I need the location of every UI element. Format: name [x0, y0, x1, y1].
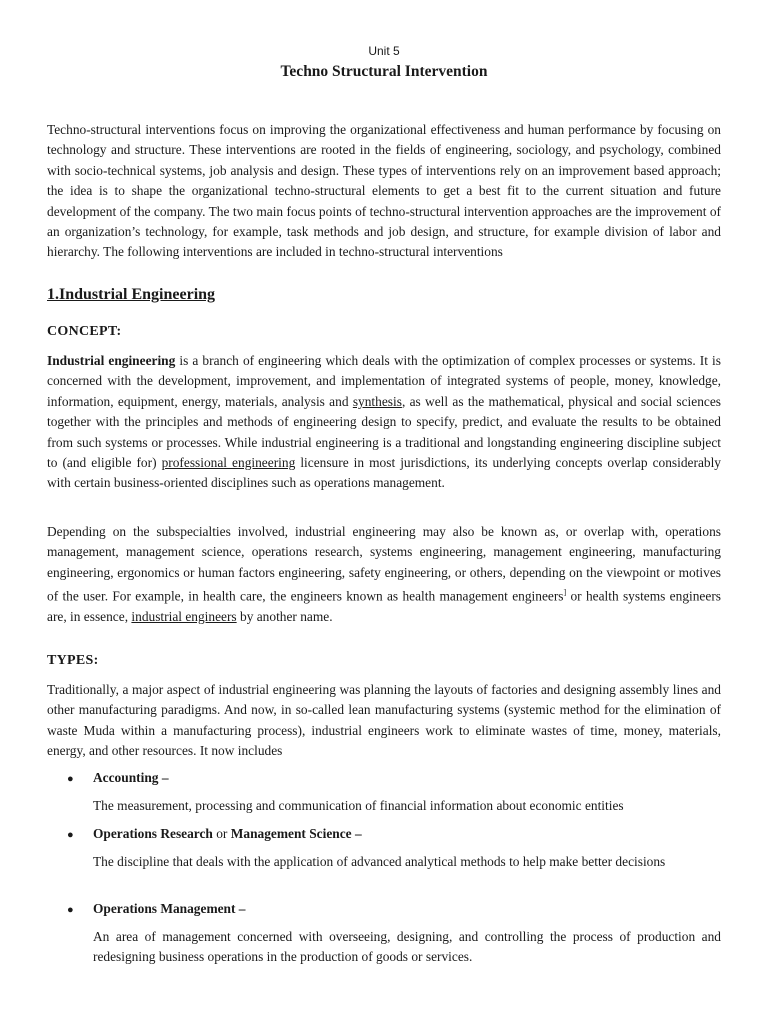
item-connector: or [212, 826, 231, 841]
synthesis-link[interactable]: synthesis [352, 393, 402, 409]
bullet-icon: ● [67, 904, 74, 916]
list-item-operations-management [67, 899, 246, 920]
text-span: Depending on the subspecialties involved, industrial engineering may also be known as, or overlap with, operations management, management science, operations research, systems engineering, management engineering, manufacturing engineering, ergonomics or human factors engineering, safety engineering, or others, depending on the viewpoint or motives of the user. For example, in health care, the engineers known as health management engineers [47, 524, 721, 604]
text-span: by another name. [236, 609, 333, 625]
item-term: Management Science – [230, 826, 362, 841]
professional-engineering-link[interactable]: professional engineering [161, 455, 296, 471]
intro-paragraph: Techno-structural interventions focus on improving the organizational effectiveness and human performance by focusing on technology and structure. These interventions are rooted in the fields of engineering, sociology, and psychology, combined with socio-technical systems, job analysis and design. These types of interventions rely on an improvement based approach; the idea is to shape the organizational techno-structural elements to get a best fit to the current situation and future development of the company. The two main focus points of techno-structural intervention approaches are the improvement of an organization’s technology, for example, task methods and job design, and structure, for example division of labor and hierarchy. The following interventions are included in techno-structural interventions [47, 122, 721, 260]
text-span: licensure in most jurisdictions, its underlying concepts overlap considerably with certain business-oriented disciplines such as operations management. [47, 455, 721, 491]
item-description: The measurement, processing and communication of financial information about economic entities [93, 798, 624, 813]
bullet-icon: ● [67, 829, 74, 841]
list-item-operations-research [67, 824, 362, 845]
concept-paragraph-2 [47, 522, 721, 628]
unit-label: Unit 5 [368, 44, 400, 58]
item-term: Operations Research [93, 826, 213, 841]
section-heading: 1.Industrial Engineering [47, 286, 216, 303]
text-span: is a branch of engineering which deals with the optimization of complex processes or systems. It is concerned with the development, improvement, and implementation of integrated systems of people, money, knowledge, information, equipment, energy, materials, analysis and [47, 353, 721, 409]
page-title: Techno Structural Intervention [280, 63, 488, 80]
text-span: , as well as the mathematical, physical and social sciences together with the principles and methods of engineering design to specify, predict, and evaluate the results to be obtained from such systems or processes. While industrial engineering is a traditional and longstanding engineering discipline subject to (and eligible for) [47, 393, 722, 471]
types-paragraph: Traditionally, a major aspect of industrial engineering was planning the layouts of factories and designing assembly lines and other manufacturing paradigms. And now, in so-called lean manufacturing systems (systemic method for the elimination of waste Muda within a manufacturing process), industrial engineers work to eliminate wastes of time, money, materials, energy, and other resources. It now includes [47, 682, 721, 759]
bullet-icon: ● [67, 773, 74, 785]
text-span: or health systems engineers are, in essence, [47, 588, 721, 625]
list-item-accounting [67, 768, 169, 789]
industrial-engineers-link[interactable]: industrial engineers [131, 609, 237, 625]
item-description: The discipline that deals with the application of advanced analytical methods to help make better decisions [93, 854, 666, 869]
footnote-mark: ] [563, 588, 567, 598]
item-term: Accounting – [93, 770, 169, 785]
item-description: An area of management concerned with overseeing, designing, and controlling the process of production and redesigning business operations in the production of goods or services. [93, 929, 721, 965]
item-term: Operations Management – [93, 901, 246, 916]
concept-heading: CONCEPT: [47, 324, 122, 339]
types-heading: TYPES: [47, 653, 99, 668]
bold-term: Industrial engineering [47, 353, 176, 368]
concept-paragraph-1 [47, 351, 721, 494]
